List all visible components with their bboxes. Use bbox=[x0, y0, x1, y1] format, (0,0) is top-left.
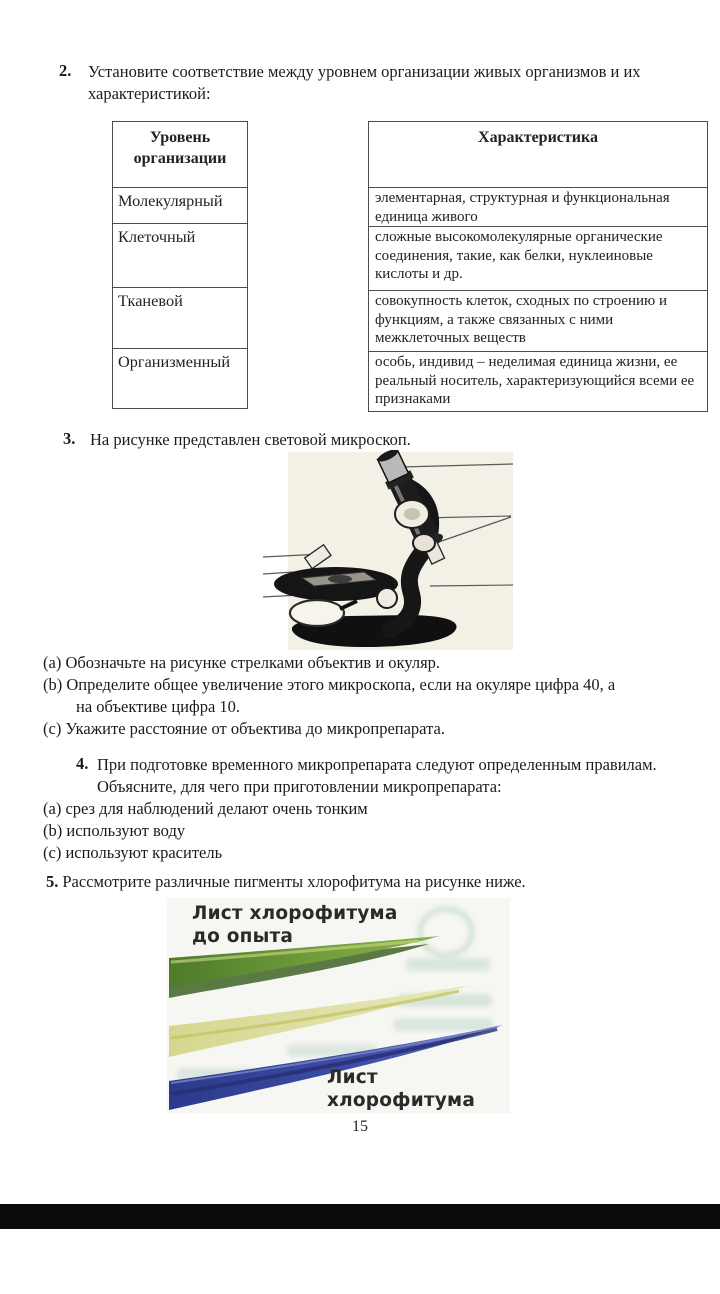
levels-table bbox=[112, 121, 248, 409]
levels-row-molecular: Молекулярный bbox=[113, 188, 248, 224]
q4-item-b: (b) используют воду bbox=[43, 821, 186, 840]
microscope-figure bbox=[260, 450, 518, 652]
q3-item-b-line2: на объективе цифра 10. bbox=[76, 697, 241, 716]
q2-text bbox=[88, 61, 708, 105]
q5-heading bbox=[46, 871, 526, 893]
q5-number: 5. bbox=[46, 872, 59, 891]
q2-number: 2. bbox=[59, 61, 72, 80]
characteristics-table-header: Характеристика bbox=[369, 122, 708, 188]
q4-text bbox=[97, 754, 709, 798]
levels-row-organism: Организменный bbox=[113, 349, 248, 409]
fine-focus-knob bbox=[413, 534, 435, 552]
characteristic-row-4: особь, индивид – неделимая единица жизни, ее реальный носитель, характеризующийся всеми ее признаками bbox=[369, 352, 708, 412]
characteristic-row-1: элементарная, структурная и функциональная единица живого bbox=[369, 188, 708, 227]
page-number: 15 bbox=[352, 1118, 368, 1135]
q3-number: 3. bbox=[63, 429, 76, 448]
label-leaf-after bbox=[327, 1066, 510, 1113]
q2-text-line1: Установите соответствие между уровнем организации живых организмов и их bbox=[88, 62, 641, 81]
label-after-line1: Лист хлорофитума bbox=[327, 1067, 476, 1111]
mirror bbox=[290, 600, 344, 626]
q3-item-b-line1: (b) Определите общее увеличение этого микроскопа, если на окуляре цифра 40, а bbox=[43, 675, 616, 694]
label-before-line1: Лист хлорофитума bbox=[192, 903, 398, 924]
q3-item-a: (a) Обозначьте на рисунке стрелками объектив и окуляр. bbox=[43, 653, 441, 672]
levels-row-cellular: Клеточный bbox=[113, 224, 248, 288]
chlorophytum-photo bbox=[167, 898, 510, 1113]
label-before-line2: до опыта bbox=[192, 926, 294, 947]
label-leaf-before bbox=[192, 902, 398, 948]
q5-text: Рассмотрите различные пигменты хлорофитума на рисунке ниже. bbox=[62, 872, 526, 891]
q4-item-c: (c) используют краситель bbox=[43, 843, 223, 862]
levels-table-header: Уровень организации bbox=[113, 122, 248, 188]
q4-text-line2: Объясните, для чего при приготовлении микропрепарата: bbox=[97, 777, 502, 796]
q3-text: На рисунке представлен световой микроскоп. bbox=[90, 430, 411, 449]
q2-text-line2: характеристикой: bbox=[88, 84, 211, 103]
label-after-line2 bbox=[327, 1112, 510, 1113]
q4-text-line1: При подготовке временного микропрепарата следуют определенным правилам. bbox=[97, 755, 657, 774]
characteristics-table bbox=[368, 121, 708, 412]
q4-number: 4. bbox=[76, 754, 89, 773]
microscope-drawing bbox=[260, 450, 518, 652]
levels-row-tissue: Тканевой bbox=[113, 288, 248, 349]
bottom-black-bar bbox=[0, 1204, 720, 1229]
q3-item-c: (c) Укажите расстояние от объектива до микропрепарата. bbox=[43, 719, 445, 738]
characteristic-row-2: сложные высокомолекулярные органические соединения, такие, как белки, нуклеиновые кислоты и др. bbox=[369, 227, 708, 291]
q4-item-a: (a) срез для наблюдений делают очень тонким bbox=[43, 799, 368, 818]
inclination-joint bbox=[377, 588, 397, 608]
characteristic-row-3: совокупность клеток, сходных по строению и функциям, а также связанных с ними межклеточных веществ bbox=[369, 291, 708, 352]
